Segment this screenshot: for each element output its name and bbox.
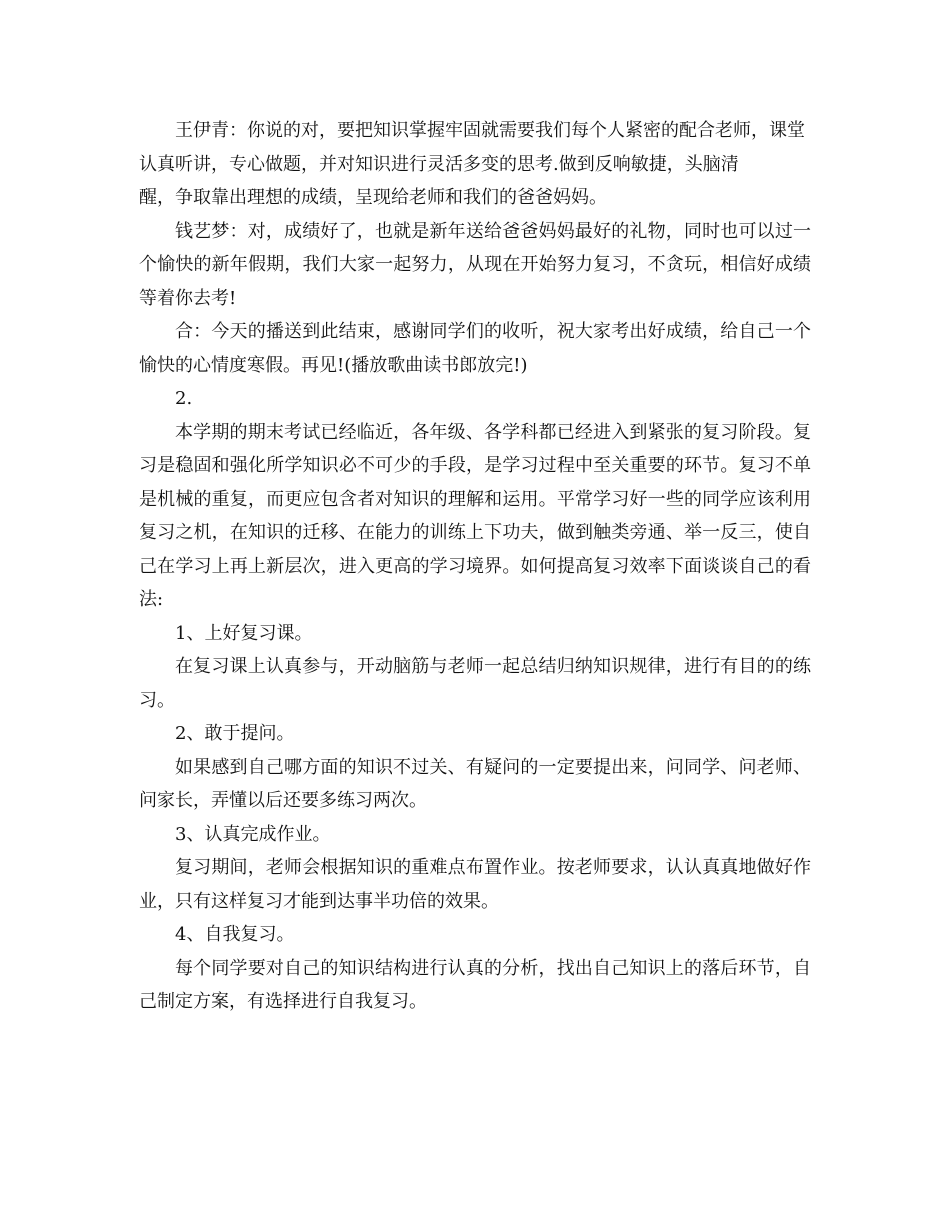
heading-point-1: 1、上好复习课。: [175, 622, 313, 644]
paragraph-point-2: 如果感到自己哪方面的知识不过关、有疑问的一定要提出来，问同学、问老师、问家长，弄懂以后还要多练习两次。: [139, 756, 811, 811]
heading-point-2: 2、敢于提问。: [175, 723, 295, 744]
paragraph-point-1: 在复习课上认真参与，开动脑筋与老师一起总结归纳知识规律，进行有目的的练习。: [139, 656, 811, 711]
paragraph-intro: 本学期的期末考试已经临近，各年级、各学科都已经进入到紧张的复习阶段。复习是稳固和强化所学知识必不可少的手段，是学习过程中至关重要的环节。复习不单是机械的重复，而更应包含者对知识的理解和运用。平常学习好一些的同学应该利用复习之机，在知识的迁移、在能力的训练上下功夫，做到触类旁通、举一反三，使自己在学习上再上新层次，进入更高的学习境界。如何提高复习效率下面谈谈自己的看法:: [139, 421, 811, 610]
paragraph-point-4: 每个同学要对自己的知识结构进行认真的分析，找出自己知识上的落后环节，自己制定方案，有选择进行自我复习。: [139, 957, 811, 1012]
heading-point-3: 3、认真完成作业。: [175, 823, 331, 845]
section-number-2: 2.: [175, 388, 193, 409]
paragraph-wang-yiqing-part1: 王伊青：你说的对，要把知识掌握牢固就需要我们每个人紧密的配合老师，课堂认真听讲，专心做题，并对知识进行灵活多变的思考.做到反响敏捷，头脑清: [139, 120, 805, 175]
paragraph-closing: 合：今天的播送到此结束，感谢同学们的收听，祝大家考出好成绩，给自己一个愉快的心情度寒假。再见!(播放歌曲读书郎放完!): [139, 321, 811, 376]
paragraph-qian-yimeng: 钱艺梦：对，成绩好了，也就是新年送给爸爸妈妈最好的礼物，同时也可以过一个愉快的新年假期，我们大家一起努力，从现在开始努力复习，不贪玩，相信好成绩等着你去考!: [139, 220, 811, 309]
document-body: [139, 114, 811, 1019]
heading-point-4: 4、自我复习。: [175, 924, 295, 945]
paragraph-wang-yiqing-part2: 醒，争取靠出理想的成绩，呈现给老师和我们的爸爸妈妈。: [139, 187, 607, 208]
paragraph-point-3: 复习期间，老师会根据知识的重难点布置作业。按老师要求，认认真真地做好作业，只有这样复习才能到达事半功倍的效果。: [139, 857, 811, 912]
